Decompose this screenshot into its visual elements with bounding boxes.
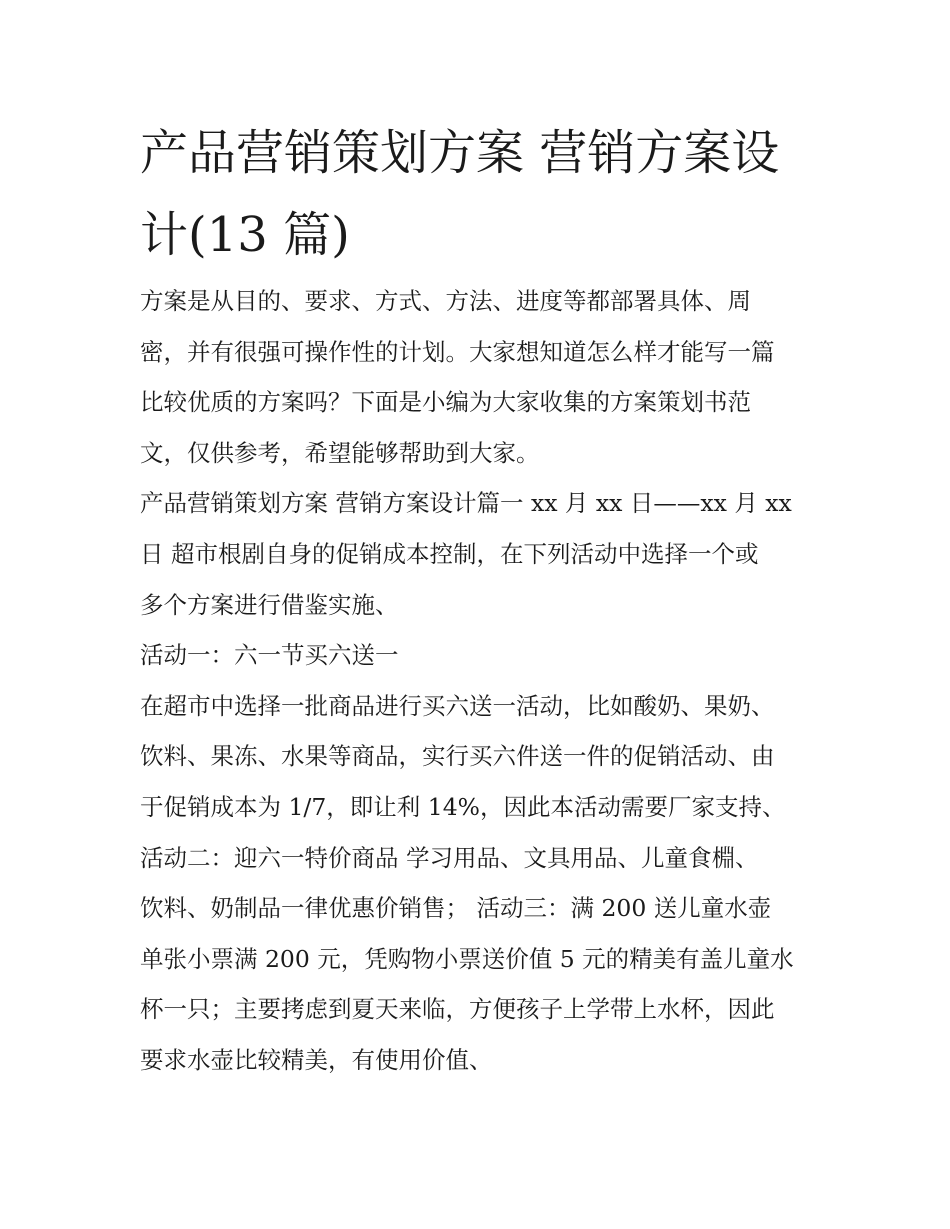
body-line-3: 比较优质的方案吗？下面是小编为大家收集的方案策划书范 — [140, 388, 751, 417]
body-line-16: 要求水壶比较精美，有使用价值、 — [140, 1045, 493, 1074]
body-line-1: 方案是从目的、要求、方式、方法、进度等都部署具体、周 — [140, 287, 751, 315]
body-line-14: 单张小票满 200 元，凭购物小票送价值 5 元的精美有盖儿童水 — [140, 944, 794, 973]
body-line-15: 杯一只；主要拷虑到夏天来临，方便孩子上学带上水杯，因此 — [140, 995, 775, 1024]
body-line-11: 于促销成本为 1/7，即让利 14%，因此本活动需要厂家支持、 — [140, 792, 786, 821]
document-title — [140, 112, 830, 276]
body-line-9: 在超市中选择一批商品进行买六送一活动，比如酸奶、果奶、 — [140, 691, 775, 720]
body-line-2: 密，并有很强可操作性的计划。大家想知道怎么样才能写一篇 — [140, 337, 775, 366]
body-line-4: 文，仅供参考，希望能够帮助到大家。 — [140, 438, 540, 467]
document-body — [140, 276, 830, 1086]
body-line-7: 多个方案进行借鉴实施、 — [140, 590, 399, 619]
title-line-1: 产品营销策划方案 营销方案设 — [140, 125, 780, 181]
body-line-13: 饮料、奶制品一律优惠价销售； 活动三：满 200 送儿童水壶 — [140, 894, 772, 923]
body-line-10: 饮料、果冻、水果等商品，实行买六件送一件的促销活动、由 — [140, 742, 775, 771]
body-line-6: 日 超市根剧自身的促销成本控制，在下列活动中选择一个或 — [140, 539, 759, 568]
body-line-8: 活动一：六一节买六送一 — [140, 641, 399, 670]
title-line-2: 计(13 篇) — [140, 207, 350, 263]
body-line-5: 产品营销策划方案 营销方案设计篇一 xx 月 xx 日——xx 月 xx — [140, 489, 792, 518]
body-line-12: 活动二：迎六一特价商品 学习用品、文具用品、儿童食棩、 — [140, 843, 759, 872]
